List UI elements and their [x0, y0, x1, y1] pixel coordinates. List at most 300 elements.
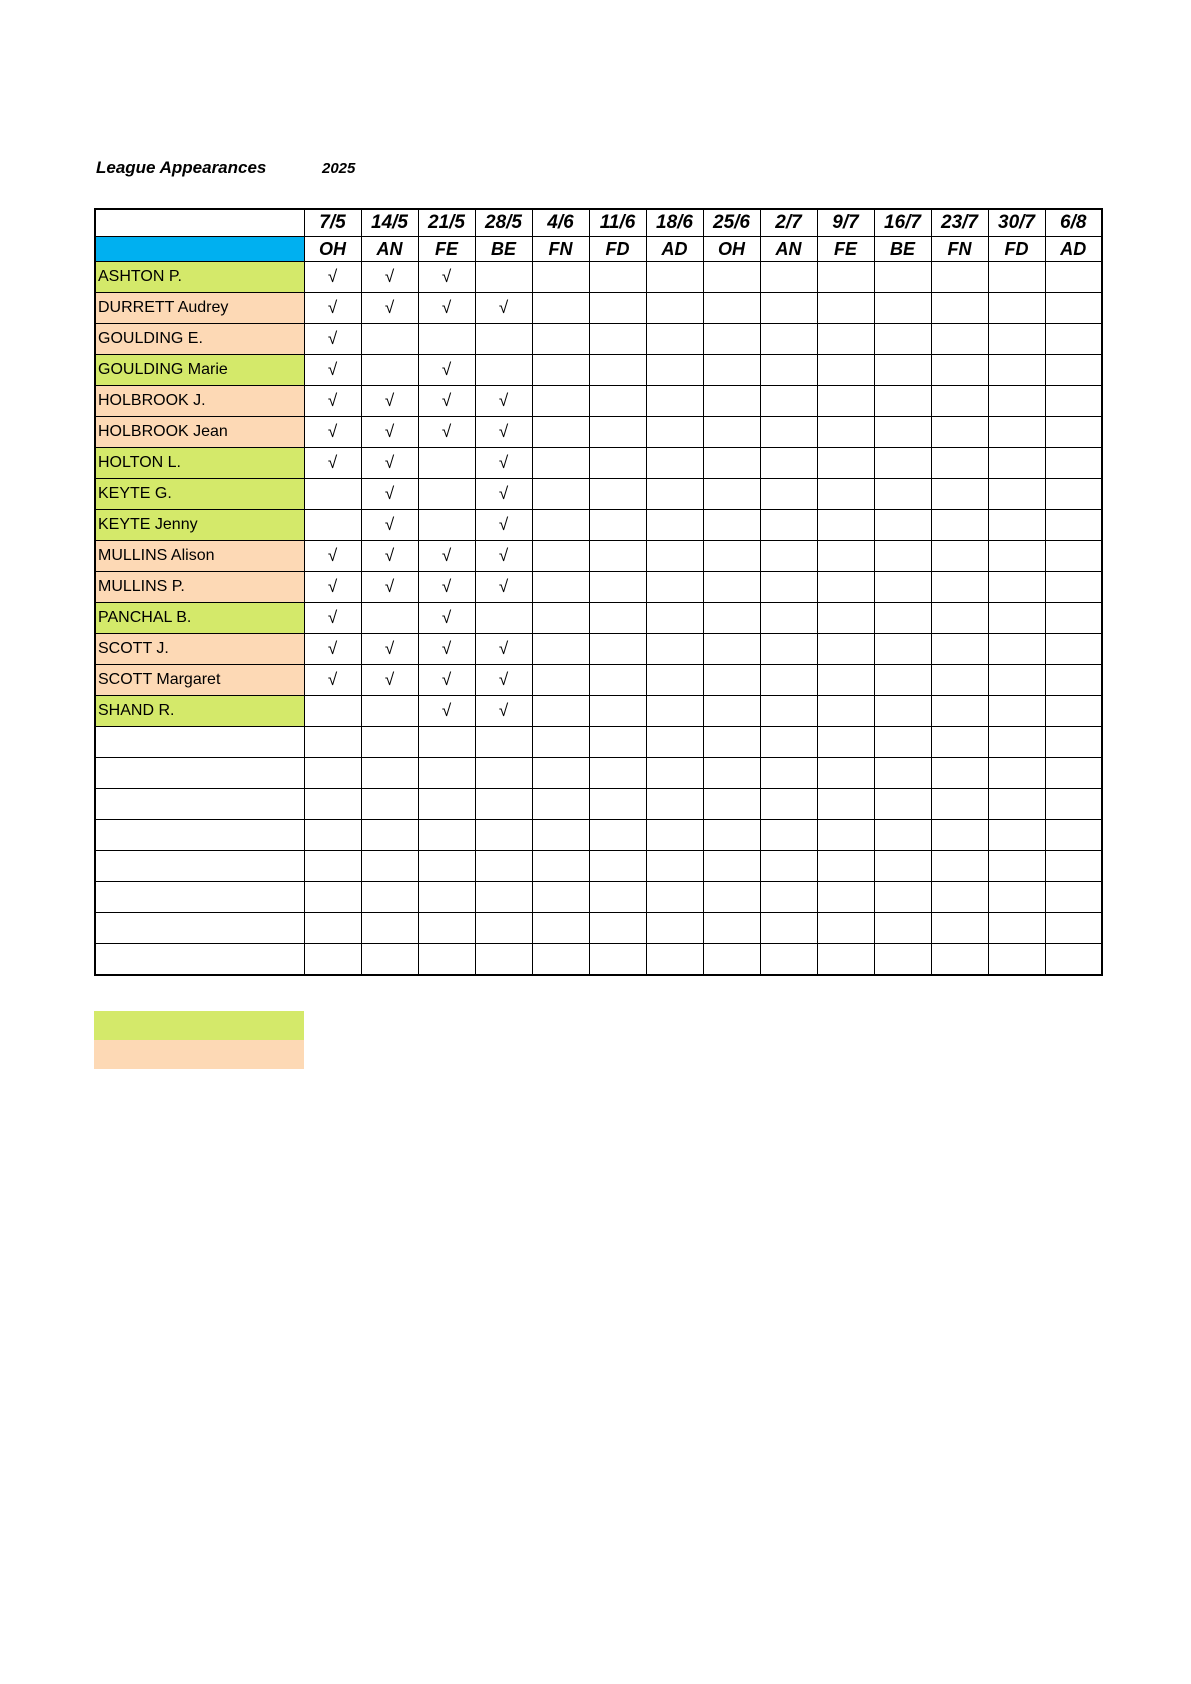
appearance-cell[interactable]: √: [475, 293, 532, 324]
appearance-cell[interactable]: [874, 355, 931, 386]
empty-name-cell[interactable]: [95, 820, 304, 851]
appearance-cell[interactable]: [532, 696, 589, 727]
empty-cell[interactable]: [703, 913, 760, 944]
appearance-cell[interactable]: [874, 324, 931, 355]
empty-cell[interactable]: [589, 820, 646, 851]
empty-cell[interactable]: [874, 727, 931, 758]
appearance-cell[interactable]: [418, 510, 475, 541]
appearance-cell[interactable]: [988, 448, 1045, 479]
empty-cell[interactable]: [589, 851, 646, 882]
appearance-cell[interactable]: √: [304, 541, 361, 572]
appearance-cell[interactable]: [1045, 634, 1102, 665]
appearance-cell[interactable]: [703, 448, 760, 479]
empty-cell[interactable]: [760, 820, 817, 851]
empty-cell[interactable]: [532, 944, 589, 976]
appearance-cell[interactable]: [532, 324, 589, 355]
appearance-cell[interactable]: [817, 293, 874, 324]
appearance-cell[interactable]: √: [418, 293, 475, 324]
appearance-cell[interactable]: [988, 324, 1045, 355]
appearance-cell[interactable]: [874, 448, 931, 479]
appearance-cell[interactable]: [589, 572, 646, 603]
appearance-cell[interactable]: [1045, 510, 1102, 541]
appearance-cell[interactable]: [703, 262, 760, 293]
appearance-cell[interactable]: √: [418, 541, 475, 572]
appearance-cell[interactable]: [760, 324, 817, 355]
appearance-cell[interactable]: [817, 355, 874, 386]
empty-cell[interactable]: [760, 789, 817, 820]
empty-cell[interactable]: [817, 727, 874, 758]
empty-cell[interactable]: [361, 913, 418, 944]
appearance-cell[interactable]: [646, 634, 703, 665]
empty-cell[interactable]: [418, 913, 475, 944]
appearance-cell[interactable]: [817, 386, 874, 417]
empty-cell[interactable]: [817, 789, 874, 820]
appearance-cell[interactable]: [589, 696, 646, 727]
appearance-cell[interactable]: √: [361, 479, 418, 510]
empty-cell[interactable]: [817, 944, 874, 976]
empty-cell[interactable]: [589, 913, 646, 944]
empty-cell[interactable]: [475, 913, 532, 944]
appearance-cell[interactable]: √: [304, 603, 361, 634]
appearance-cell[interactable]: [589, 479, 646, 510]
empty-cell[interactable]: [361, 882, 418, 913]
appearance-cell[interactable]: [532, 417, 589, 448]
appearance-cell[interactable]: [817, 572, 874, 603]
appearance-cell[interactable]: [589, 386, 646, 417]
appearance-cell[interactable]: [589, 355, 646, 386]
empty-cell[interactable]: [646, 882, 703, 913]
appearance-cell[interactable]: [1045, 572, 1102, 603]
empty-cell[interactable]: [475, 727, 532, 758]
appearance-cell[interactable]: [589, 541, 646, 572]
empty-cell[interactable]: [475, 944, 532, 976]
appearance-cell[interactable]: [1045, 324, 1102, 355]
appearance-cell[interactable]: [817, 417, 874, 448]
appearance-cell[interactable]: [874, 572, 931, 603]
appearance-cell[interactable]: [817, 696, 874, 727]
appearance-cell[interactable]: [361, 355, 418, 386]
appearance-cell[interactable]: [646, 324, 703, 355]
appearance-cell[interactable]: [760, 510, 817, 541]
empty-cell[interactable]: [988, 789, 1045, 820]
appearance-cell[interactable]: [931, 262, 988, 293]
empty-cell[interactable]: [532, 913, 589, 944]
empty-cell[interactable]: [361, 789, 418, 820]
empty-cell[interactable]: [646, 758, 703, 789]
empty-cell[interactable]: [760, 913, 817, 944]
empty-cell[interactable]: [304, 758, 361, 789]
empty-cell[interactable]: [361, 820, 418, 851]
empty-cell[interactable]: [361, 727, 418, 758]
appearance-cell[interactable]: [646, 417, 703, 448]
appearance-cell[interactable]: [817, 603, 874, 634]
empty-cell[interactable]: [1045, 789, 1102, 820]
appearance-cell[interactable]: [304, 696, 361, 727]
appearance-cell[interactable]: [931, 696, 988, 727]
appearance-cell[interactable]: √: [304, 386, 361, 417]
appearance-cell[interactable]: √: [361, 510, 418, 541]
appearance-cell[interactable]: [817, 479, 874, 510]
appearance-cell[interactable]: √: [475, 572, 532, 603]
empty-cell[interactable]: [361, 758, 418, 789]
appearance-cell[interactable]: [418, 479, 475, 510]
appearance-cell[interactable]: [988, 572, 1045, 603]
appearance-cell[interactable]: [760, 293, 817, 324]
appearance-cell[interactable]: [931, 386, 988, 417]
appearance-cell[interactable]: [703, 665, 760, 696]
appearance-cell[interactable]: √: [361, 293, 418, 324]
appearance-cell[interactable]: [532, 634, 589, 665]
empty-name-cell[interactable]: [95, 758, 304, 789]
appearance-cell[interactable]: [703, 572, 760, 603]
appearance-cell[interactable]: [646, 510, 703, 541]
appearance-cell[interactable]: [589, 634, 646, 665]
appearance-cell[interactable]: [874, 479, 931, 510]
appearance-cell[interactable]: [1045, 603, 1102, 634]
appearance-cell[interactable]: √: [361, 541, 418, 572]
appearance-cell[interactable]: [931, 355, 988, 386]
appearance-cell[interactable]: [1045, 417, 1102, 448]
appearance-cell[interactable]: √: [475, 386, 532, 417]
appearance-cell[interactable]: [988, 603, 1045, 634]
appearance-cell[interactable]: [760, 696, 817, 727]
appearance-cell[interactable]: √: [361, 634, 418, 665]
empty-cell[interactable]: [760, 758, 817, 789]
player-name-cell[interactable]: MULLINS P.: [95, 572, 304, 603]
appearance-cell[interactable]: √: [304, 572, 361, 603]
appearance-cell[interactable]: [874, 417, 931, 448]
appearance-cell[interactable]: [589, 417, 646, 448]
appearance-cell[interactable]: [532, 262, 589, 293]
player-name-cell[interactable]: HOLBROOK J.: [95, 386, 304, 417]
empty-cell[interactable]: [817, 913, 874, 944]
appearance-cell[interactable]: √: [418, 355, 475, 386]
appearance-cell[interactable]: √: [475, 696, 532, 727]
appearance-cell[interactable]: [874, 603, 931, 634]
appearance-cell[interactable]: √: [475, 541, 532, 572]
empty-cell[interactable]: [532, 851, 589, 882]
empty-cell[interactable]: [874, 882, 931, 913]
appearance-cell[interactable]: [1045, 262, 1102, 293]
appearance-cell[interactable]: [532, 448, 589, 479]
appearance-cell[interactable]: [589, 665, 646, 696]
player-name-cell[interactable]: SCOTT Margaret: [95, 665, 304, 696]
appearance-cell[interactable]: √: [475, 634, 532, 665]
empty-cell[interactable]: [1045, 758, 1102, 789]
empty-cell[interactable]: [874, 789, 931, 820]
appearance-cell[interactable]: [703, 510, 760, 541]
appearance-cell[interactable]: [760, 634, 817, 665]
appearance-cell[interactable]: [988, 634, 1045, 665]
appearance-cell[interactable]: [760, 572, 817, 603]
empty-name-cell[interactable]: [95, 851, 304, 882]
empty-cell[interactable]: [361, 944, 418, 976]
player-name-cell[interactable]: MULLINS Alison: [95, 541, 304, 572]
appearance-cell[interactable]: √: [475, 665, 532, 696]
empty-cell[interactable]: [589, 789, 646, 820]
appearance-cell[interactable]: [475, 262, 532, 293]
appearance-cell[interactable]: [931, 665, 988, 696]
empty-cell[interactable]: [703, 944, 760, 976]
empty-cell[interactable]: [874, 944, 931, 976]
appearance-cell[interactable]: [931, 603, 988, 634]
empty-cell[interactable]: [1045, 882, 1102, 913]
appearance-cell[interactable]: √: [475, 448, 532, 479]
empty-cell[interactable]: [1045, 727, 1102, 758]
empty-cell[interactable]: [988, 758, 1045, 789]
appearance-cell[interactable]: √: [304, 324, 361, 355]
appearance-cell[interactable]: [988, 541, 1045, 572]
appearance-cell[interactable]: √: [418, 386, 475, 417]
appearance-cell[interactable]: [532, 293, 589, 324]
appearance-cell[interactable]: [703, 634, 760, 665]
empty-cell[interactable]: [532, 758, 589, 789]
appearance-cell[interactable]: [703, 479, 760, 510]
empty-cell[interactable]: [703, 758, 760, 789]
appearance-cell[interactable]: [988, 665, 1045, 696]
empty-cell[interactable]: [988, 913, 1045, 944]
appearance-cell[interactable]: [703, 541, 760, 572]
appearance-cell[interactable]: [817, 510, 874, 541]
appearance-cell[interactable]: [361, 603, 418, 634]
empty-cell[interactable]: [931, 727, 988, 758]
player-name-cell[interactable]: SHAND R.: [95, 696, 304, 727]
empty-cell[interactable]: [304, 851, 361, 882]
appearance-cell[interactable]: [874, 293, 931, 324]
empty-cell[interactable]: [589, 727, 646, 758]
appearance-cell[interactable]: [988, 386, 1045, 417]
empty-cell[interactable]: [988, 727, 1045, 758]
empty-cell[interactable]: [418, 789, 475, 820]
appearance-cell[interactable]: [1045, 479, 1102, 510]
appearance-cell[interactable]: √: [361, 386, 418, 417]
appearance-cell[interactable]: [817, 634, 874, 665]
appearance-cell[interactable]: [817, 665, 874, 696]
empty-cell[interactable]: [418, 944, 475, 976]
empty-cell[interactable]: [931, 913, 988, 944]
appearance-cell[interactable]: [988, 293, 1045, 324]
empty-cell[interactable]: [418, 758, 475, 789]
empty-cell[interactable]: [475, 851, 532, 882]
appearance-cell[interactable]: [646, 696, 703, 727]
player-name-cell[interactable]: KEYTE Jenny: [95, 510, 304, 541]
appearance-cell[interactable]: [532, 603, 589, 634]
appearance-cell[interactable]: [931, 479, 988, 510]
empty-cell[interactable]: [475, 758, 532, 789]
empty-cell[interactable]: [703, 851, 760, 882]
appearance-cell[interactable]: √: [361, 417, 418, 448]
appearance-cell[interactable]: √: [304, 355, 361, 386]
appearance-cell[interactable]: [931, 293, 988, 324]
appearance-cell[interactable]: [475, 603, 532, 634]
appearance-cell[interactable]: [646, 386, 703, 417]
empty-name-cell[interactable]: [95, 882, 304, 913]
appearance-cell[interactable]: [931, 634, 988, 665]
empty-cell[interactable]: [703, 789, 760, 820]
appearance-cell[interactable]: [760, 603, 817, 634]
empty-cell[interactable]: [931, 758, 988, 789]
appearance-cell[interactable]: [931, 541, 988, 572]
empty-cell[interactable]: [418, 851, 475, 882]
empty-cell[interactable]: [475, 882, 532, 913]
appearance-cell[interactable]: √: [304, 417, 361, 448]
empty-cell[interactable]: [646, 944, 703, 976]
empty-cell[interactable]: [1045, 913, 1102, 944]
empty-cell[interactable]: [532, 820, 589, 851]
empty-cell[interactable]: [817, 851, 874, 882]
empty-cell[interactable]: [760, 882, 817, 913]
appearance-cell[interactable]: √: [418, 665, 475, 696]
appearance-cell[interactable]: √: [475, 417, 532, 448]
appearance-cell[interactable]: [532, 355, 589, 386]
appearance-cell[interactable]: [1045, 665, 1102, 696]
appearance-cell[interactable]: √: [304, 293, 361, 324]
appearance-cell[interactable]: [589, 262, 646, 293]
appearance-cell[interactable]: [361, 696, 418, 727]
empty-cell[interactable]: [874, 851, 931, 882]
empty-cell[interactable]: [646, 820, 703, 851]
appearance-cell[interactable]: [931, 572, 988, 603]
appearance-cell[interactable]: [817, 448, 874, 479]
appearance-cell[interactable]: [703, 355, 760, 386]
appearance-cell[interactable]: [646, 603, 703, 634]
appearance-cell[interactable]: [646, 479, 703, 510]
appearance-cell[interactable]: √: [418, 262, 475, 293]
appearance-cell[interactable]: [760, 355, 817, 386]
appearance-cell[interactable]: [589, 448, 646, 479]
appearance-cell[interactable]: [817, 541, 874, 572]
appearance-cell[interactable]: [418, 448, 475, 479]
player-name-cell[interactable]: GOULDING Marie: [95, 355, 304, 386]
empty-cell[interactable]: [589, 944, 646, 976]
appearance-cell[interactable]: [703, 417, 760, 448]
player-name-cell[interactable]: ASHTON P.: [95, 262, 304, 293]
appearance-cell[interactable]: [874, 696, 931, 727]
empty-cell[interactable]: [703, 882, 760, 913]
appearance-cell[interactable]: [418, 324, 475, 355]
appearance-cell[interactable]: [589, 510, 646, 541]
appearance-cell[interactable]: √: [418, 417, 475, 448]
appearance-cell[interactable]: √: [304, 448, 361, 479]
appearance-cell[interactable]: [1045, 386, 1102, 417]
appearance-cell[interactable]: [760, 262, 817, 293]
empty-cell[interactable]: [1045, 851, 1102, 882]
empty-cell[interactable]: [988, 882, 1045, 913]
appearance-cell[interactable]: [589, 324, 646, 355]
empty-cell[interactable]: [988, 820, 1045, 851]
appearance-cell[interactable]: [703, 386, 760, 417]
empty-cell[interactable]: [361, 851, 418, 882]
appearance-cell[interactable]: [361, 324, 418, 355]
appearance-cell[interactable]: [475, 355, 532, 386]
appearance-cell[interactable]: [988, 479, 1045, 510]
empty-cell[interactable]: [646, 789, 703, 820]
appearance-cell[interactable]: [532, 665, 589, 696]
appearance-cell[interactable]: [1045, 293, 1102, 324]
appearance-cell[interactable]: [532, 541, 589, 572]
empty-cell[interactable]: [874, 758, 931, 789]
empty-cell[interactable]: [646, 727, 703, 758]
empty-cell[interactable]: [760, 944, 817, 976]
appearance-cell[interactable]: [874, 386, 931, 417]
appearance-cell[interactable]: √: [418, 634, 475, 665]
empty-cell[interactable]: [817, 882, 874, 913]
appearance-cell[interactable]: [532, 572, 589, 603]
empty-cell[interactable]: [931, 944, 988, 976]
player-name-cell[interactable]: PANCHAL B.: [95, 603, 304, 634]
appearance-cell[interactable]: [703, 696, 760, 727]
appearance-cell[interactable]: [874, 262, 931, 293]
player-name-cell[interactable]: HOLBROOK Jean: [95, 417, 304, 448]
appearance-cell[interactable]: [931, 448, 988, 479]
appearance-cell[interactable]: √: [361, 262, 418, 293]
empty-cell[interactable]: [304, 789, 361, 820]
appearance-cell[interactable]: [988, 262, 1045, 293]
appearance-cell[interactable]: [1045, 541, 1102, 572]
appearance-cell[interactable]: √: [418, 603, 475, 634]
appearance-cell[interactable]: [817, 262, 874, 293]
empty-cell[interactable]: [475, 820, 532, 851]
empty-cell[interactable]: [475, 789, 532, 820]
empty-cell[interactable]: [418, 882, 475, 913]
appearance-cell[interactable]: [1045, 696, 1102, 727]
appearance-cell[interactable]: [646, 355, 703, 386]
appearance-cell[interactable]: [532, 479, 589, 510]
appearance-cell[interactable]: [703, 324, 760, 355]
empty-cell[interactable]: [988, 944, 1045, 976]
empty-name-cell[interactable]: [95, 789, 304, 820]
appearance-cell[interactable]: [646, 293, 703, 324]
appearance-cell[interactable]: [646, 665, 703, 696]
appearance-cell[interactable]: √: [475, 510, 532, 541]
appearance-cell[interactable]: [874, 510, 931, 541]
appearance-cell[interactable]: [760, 479, 817, 510]
empty-cell[interactable]: [703, 820, 760, 851]
appearance-cell[interactable]: [646, 541, 703, 572]
appearance-cell[interactable]: √: [361, 572, 418, 603]
empty-cell[interactable]: [646, 851, 703, 882]
appearance-cell[interactable]: [760, 417, 817, 448]
appearance-cell[interactable]: [1045, 448, 1102, 479]
empty-name-cell[interactable]: [95, 944, 304, 976]
appearance-cell[interactable]: √: [475, 479, 532, 510]
appearance-cell[interactable]: [760, 665, 817, 696]
appearance-cell[interactable]: [874, 541, 931, 572]
empty-cell[interactable]: [931, 820, 988, 851]
empty-cell[interactable]: [304, 913, 361, 944]
empty-cell[interactable]: [760, 851, 817, 882]
appearance-cell[interactable]: [304, 479, 361, 510]
appearance-cell[interactable]: [646, 572, 703, 603]
appearance-cell[interactable]: [988, 355, 1045, 386]
appearance-cell[interactable]: [988, 696, 1045, 727]
appearance-cell[interactable]: [532, 386, 589, 417]
appearance-cell[interactable]: √: [304, 634, 361, 665]
appearance-cell[interactable]: [589, 293, 646, 324]
player-name-cell[interactable]: KEYTE G.: [95, 479, 304, 510]
appearance-cell[interactable]: [589, 603, 646, 634]
appearance-cell[interactable]: [931, 510, 988, 541]
appearance-cell[interactable]: [931, 324, 988, 355]
empty-cell[interactable]: [532, 882, 589, 913]
appearance-cell[interactable]: [760, 541, 817, 572]
empty-cell[interactable]: [703, 727, 760, 758]
empty-name-cell[interactable]: [95, 727, 304, 758]
appearance-cell[interactable]: [874, 634, 931, 665]
empty-cell[interactable]: [418, 727, 475, 758]
empty-cell[interactable]: [304, 820, 361, 851]
appearance-cell[interactable]: √: [361, 665, 418, 696]
